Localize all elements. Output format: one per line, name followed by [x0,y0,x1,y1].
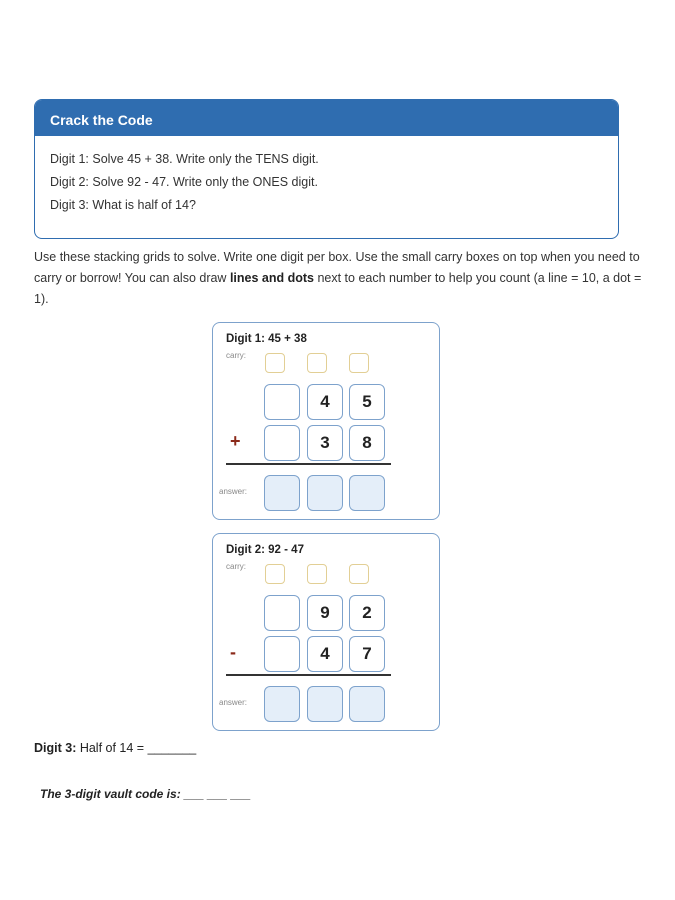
carry-box-ones[interactable] [349,353,369,373]
digit-3-prompt [34,741,196,755]
bottom-digit-tens[interactable]: 4 [307,636,343,672]
instructions-part-2: next to each number to help you count (a line = 10, a dot = 1). [34,271,642,306]
top-digit-hundreds[interactable] [264,384,300,420]
difference-line [226,674,391,676]
digit-3-text[interactable]: Half of 14 = _______ [76,741,197,755]
instructions-bold: lines and dots [229,271,314,285]
task-line-digit-1: Digit 1: Solve 45 + 38. Write only the TENS digit. [50,152,319,166]
sum-line [226,463,391,465]
answer-box-ones[interactable] [349,475,385,511]
task-line-digit-2: Digit 2: Solve 92 - 47. Write only the ONES digit. [50,175,318,189]
carry-label: carry: [226,562,246,571]
answer-box-hundreds[interactable] [264,475,300,511]
answer-box-tens[interactable] [307,686,343,722]
answer-label: answer: [219,698,248,707]
bottom-digit-hundreds[interactable] [264,636,300,672]
digit-3-label: Digit 3: [34,741,77,755]
task-box [34,99,619,239]
task-title: Crack the Code [35,100,618,136]
bottom-digit-tens[interactable]: 3 [307,425,343,461]
instructions-part-1: Use these stacking grids to solve. Write one digit per box. Use the small carry boxes on top when you need to carry or borrow! You can also draw [34,250,640,285]
instructions [34,247,654,310]
answer-box-ones[interactable] [349,686,385,722]
bottom-digit-ones[interactable]: 8 [349,425,385,461]
plus-operator: + [230,431,241,451]
top-digit-ones[interactable]: 2 [349,595,385,631]
grid-title: Digit 2: 92 - 47 [226,544,304,556]
carry-box-ones[interactable] [349,564,369,584]
grid-title: Digit 1: 45 + 38 [226,333,307,345]
bottom-digit-hundreds[interactable] [264,425,300,461]
digit-2-grid [212,533,440,731]
carry-label: carry: [226,351,246,360]
top-digit-hundreds[interactable] [264,595,300,631]
task-line-digit-3: Digit 3: What is half of 14? [50,198,196,212]
carry-box-tens[interactable] [307,353,327,373]
carry-box-hundreds[interactable] [265,353,285,373]
bottom-digit-ones[interactable]: 7 [349,636,385,672]
answer-box-tens[interactable] [307,475,343,511]
task-lines [35,136,618,217]
carry-box-tens[interactable] [307,564,327,584]
minus-operator: - [230,642,236,662]
top-digit-tens[interactable]: 4 [307,384,343,420]
carry-box-hundreds[interactable] [265,564,285,584]
top-digit-ones[interactable]: 5 [349,384,385,420]
answer-label: answer: [219,487,248,496]
top-digit-tens[interactable]: 9 [307,595,343,631]
vault-code-prompt[interactable]: The 3-digit vault code is: ___ ___ ___ [40,787,251,801]
digit-1-grid [212,322,440,520]
answer-box-hundreds[interactable] [264,686,300,722]
